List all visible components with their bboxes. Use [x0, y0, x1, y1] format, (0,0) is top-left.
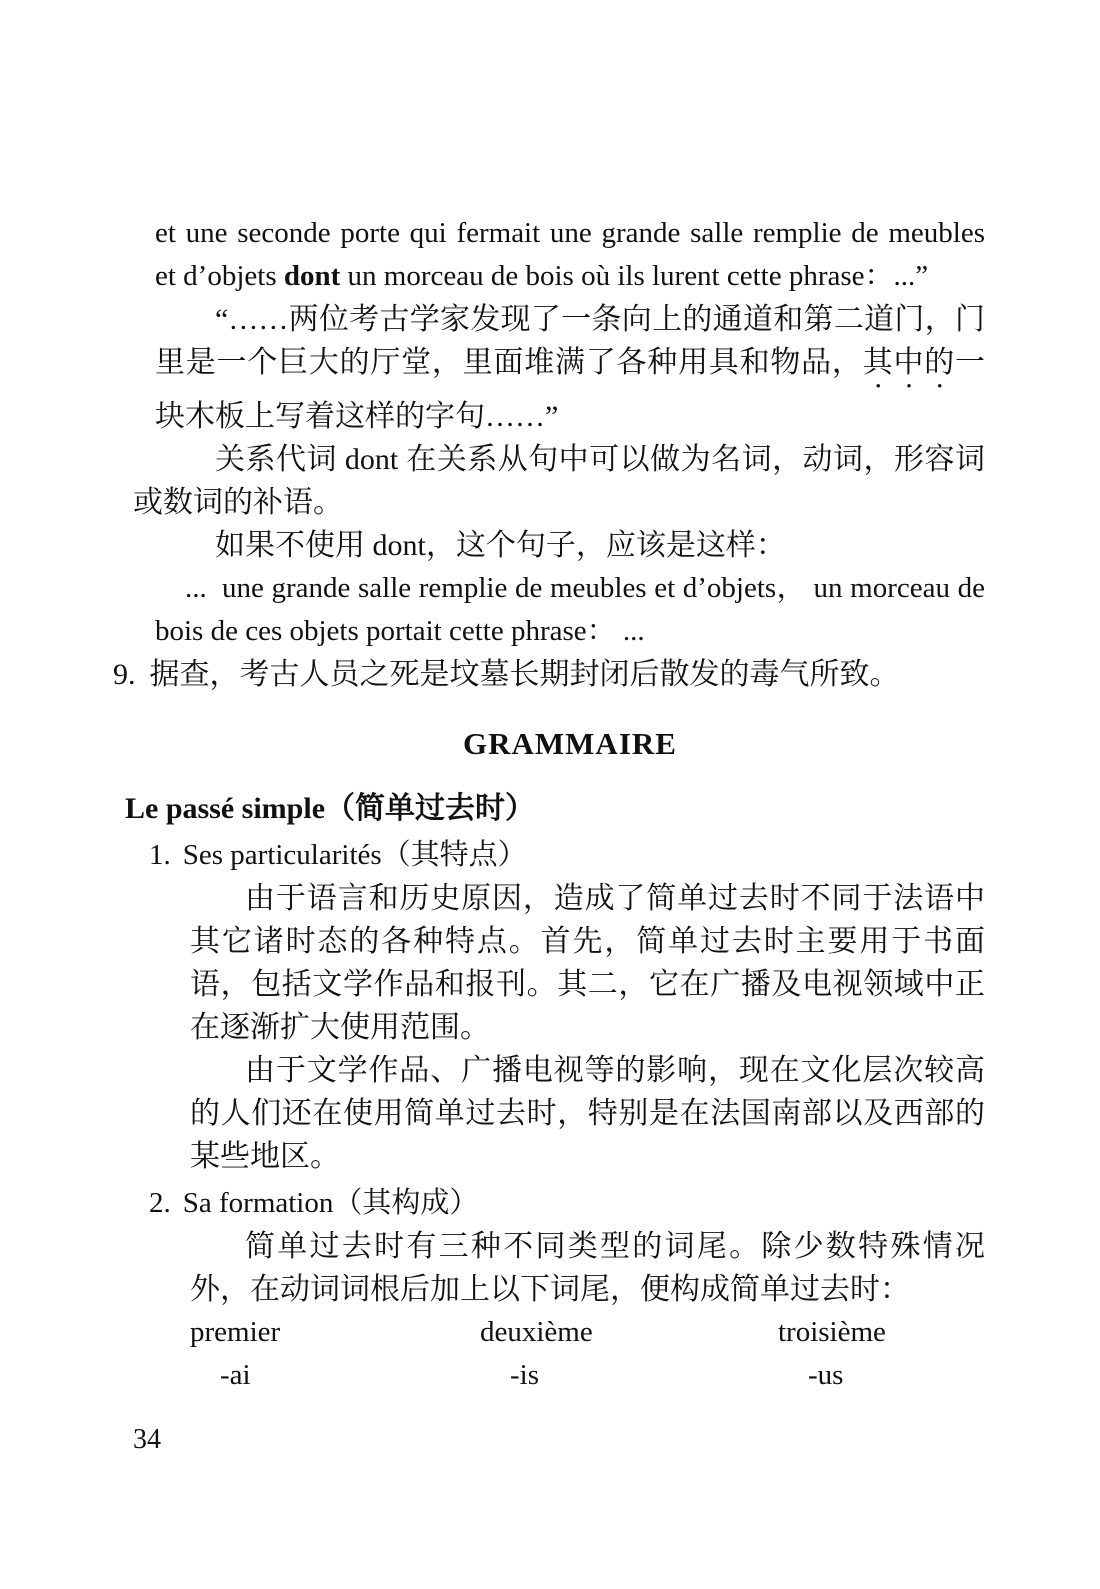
- section-2-heading: [149, 1182, 985, 1225]
- endings-column-troisieme: troisième: [778, 1316, 886, 1348]
- french-quote-paragraph: [155, 212, 985, 298]
- french-quote-pre: et une seconde porte qui fermait une grande salle remplie de meubles et d’objets: [155, 217, 985, 292]
- note-item-9-text: 据查，考古人员之死是坟墓长期封闭后散发的毒气所致。: [149, 658, 900, 691]
- note-item-9-number: 9.: [113, 658, 136, 691]
- section-1-number: 1.: [149, 839, 171, 871]
- ending-ai: -ai: [220, 1359, 251, 1391]
- relative-pronoun-note: 关系代词 dont 在关系从句中可以做为名词，动词，形容词或数词的补语。: [133, 443, 985, 519]
- page-number: 34: [133, 1424, 161, 1455]
- section-2-label: Sa formation（其构成）: [182, 1187, 479, 1219]
- chinese-translation-quote: [155, 298, 985, 438]
- french-quote-bold-dont: dont: [283, 260, 341, 292]
- french-rewrite-paragraph: ... une grande salle remplie de meubles et d’objets， un morceau de bois de ces objets portait cette phrase： ...: [155, 572, 985, 647]
- grammaire-heading: GRAMMAIRE: [463, 726, 677, 761]
- endings-column-premier: premier: [190, 1316, 281, 1348]
- chinese-quote-pre: “……两位考古学家发现了一条向上的通道和第二道门，门里是一个巨大的厅堂，里面堆满了各种用具和物品，: [155, 303, 985, 379]
- endings-table: [190, 1311, 985, 1397]
- french-quote-post: un morceau de bois où ils lurent cette phrase：...”: [340, 260, 929, 292]
- topic-title: Le passé simple: [125, 792, 326, 825]
- chinese-quote-emphasized: 其中的: [862, 346, 956, 379]
- note-item-9: [113, 653, 985, 696]
- section-1-paragraph-1: 由于语言和历史原因，造成了简单过去时不同于法语中其它诸时态的各种特点。首先，简单过去时主要用于书面语，包括文学作品和报刊。其二，它在广播及电视领域中正在逐渐扩大使用范围。: [190, 882, 985, 1044]
- page-content: [113, 212, 986, 1397]
- section-2-number: 2.: [149, 1187, 171, 1219]
- section-2-paragraph-1: 简单过去时有三种不同类型的词尾。除少数特殊情况外，在动词词根后加上以下词尾，便构成简单过去时：: [190, 1230, 985, 1306]
- topic-annotation: （简单过去时）: [325, 792, 536, 825]
- section-1-label: Ses particularités（其特点）: [182, 839, 527, 871]
- ending-is: -is: [510, 1359, 539, 1391]
- if-no-dont-note: 如果不使用 dont，这个句子，应该是这样：: [215, 529, 786, 562]
- ending-us: -us: [808, 1359, 844, 1391]
- endings-column-deuxieme: deuxième: [480, 1316, 593, 1348]
- passe-simple-topic-heading: [125, 787, 985, 830]
- section-1-heading: [149, 834, 985, 877]
- section-1-paragraph-2: 由于文学作品、广播电视等的影响，现在文化层次较高的人们还在使用简单过去时，特别是在法国南部以及西部的某些地区。: [190, 1054, 985, 1173]
- chinese-quote-post: 一块木板上写着这样的字句……”: [155, 346, 986, 433]
